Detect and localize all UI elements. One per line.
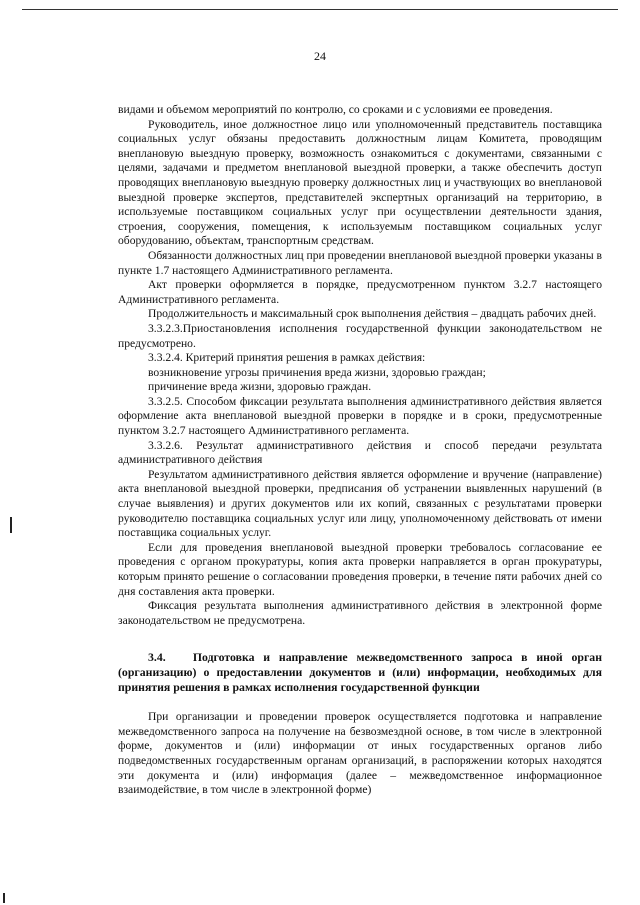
scan-mark-bottom — [3, 893, 5, 903]
paragraph-access-obligation: Руководитель, иное должностное лицо или уполномоченный представитель поставщика социальных услуг обязаны предоставить должностным лицам Комитета, проводящим внеплановую выездную проверку, возможность ознакомиться с документами, связанными с целями, задачами и предметом внеплановой выездной проверки, а также обеспечить доступ проводящих внеплановую выездную проверку должностных лиц и участвующих во внеплановой выездной проверке экспертов, представителей экспертных организаций на территорию, в используемые поставщиком социальных услуг при осуществлении деятельности здания, строения, сооружения, помещения, к используемым поставщиком социальных услуг оборудованию, объектам, транспортным средствам. — [118, 117, 602, 248]
document-body — [118, 103, 602, 798]
section-heading — [118, 650, 602, 694]
paragraph-criterion-threat: возникновение угрозы причинения вреда жизни, здоровью граждан; — [148, 365, 486, 379]
page-number: 24 — [314, 49, 326, 63]
paragraph-result: Результатом административного действия является оформление и вручение (направление) акта внеплановой выездной проверки, предписания об устранении выявленных нарушений (в случае выявления) и других документов или их копий, связанных с результатами проверки руководителю поставщика социальных услуг или лицу, уполномоченному действовать от имени поставщика социальных услуг. — [118, 467, 602, 540]
paragraph-3-3-2-3: 3.3.2.3.Приостановления исполнения государственной функции законодательством не предусмотрено. — [118, 321, 602, 350]
paragraph-criterion-harm: причинение вреда жизни, здоровью граждан. — [148, 380, 372, 394]
top-rule — [22, 9, 618, 10]
section-title: Подготовка и направление межведомственного запроса в иной орган (организацию) о предоставлении документов и (или) информации, необходимых для принятия решения в рамках исполнения государственной функции — [118, 650, 602, 694]
section-number: 3.4. — [148, 650, 166, 665]
paragraph-3-3-2-6: 3.3.2.6. Результат административного действия и способ передачи результата административного действия — [118, 438, 602, 467]
paragraph-inspection-act: Акт проверки оформляется в порядке, предусмотренном пунктом 3.2.7 настоящего Административного регламента. — [118, 278, 602, 306]
paragraph-electronic-fixation: Фиксация результата выполнения административного действия в электронной форме законодательством не предусмотрена. — [118, 599, 602, 627]
paragraph-duration: Продолжительность и максимальный срок выполнения действия – двадцать рабочих дней. — [148, 307, 597, 321]
paragraph-official-duties: Обязанности должностных лиц при проведении внеплановой выездной проверки указаны в пункте 1.7 настоящего Административного регламента. — [118, 248, 602, 277]
paragraph-continuation: видами и объемом мероприятий по контролю, со сроками и с условиями ее проведения. — [118, 103, 553, 116]
paragraph-3-3-2-5: 3.3.2.5. Способом фиксации результата выполнения административного действия является оформление акта внеплановой выездной проверки в порядке и в сроки, предусмотренные пунктом 3.2.7 настоящего Административного регламента. — [118, 394, 602, 438]
paragraph-3-3-2-4: 3.3.2.4. Критерий принятия решения в рамках действия: — [148, 351, 426, 365]
scan-mark-left — [10, 517, 12, 533]
paragraph-prosecutor-approval: Если для проведения внеплановой выездной проверки требовалось согласование ее проведения с органом прокуратуры, копия акта проверки направляется в орган прокуратуры, которым принято решение о согласовании проведения проверки, в течение пяти рабочих дней со дня составления акта проверки. — [118, 540, 602, 598]
paragraph-interagency-request: При организации и проведении проверок осуществляется подготовка и направление межведомственного запроса на получение на безвозмездной основе, в том числе в электронной форме, документов и (или) информации от иных государственных органов либо подведомственных государственным органам организаций, в распоряжении которых находятся эти документа и (или) информация (далее – межведомственное информационное взаимодействие, в том числе в электронной форме) — [118, 710, 602, 797]
